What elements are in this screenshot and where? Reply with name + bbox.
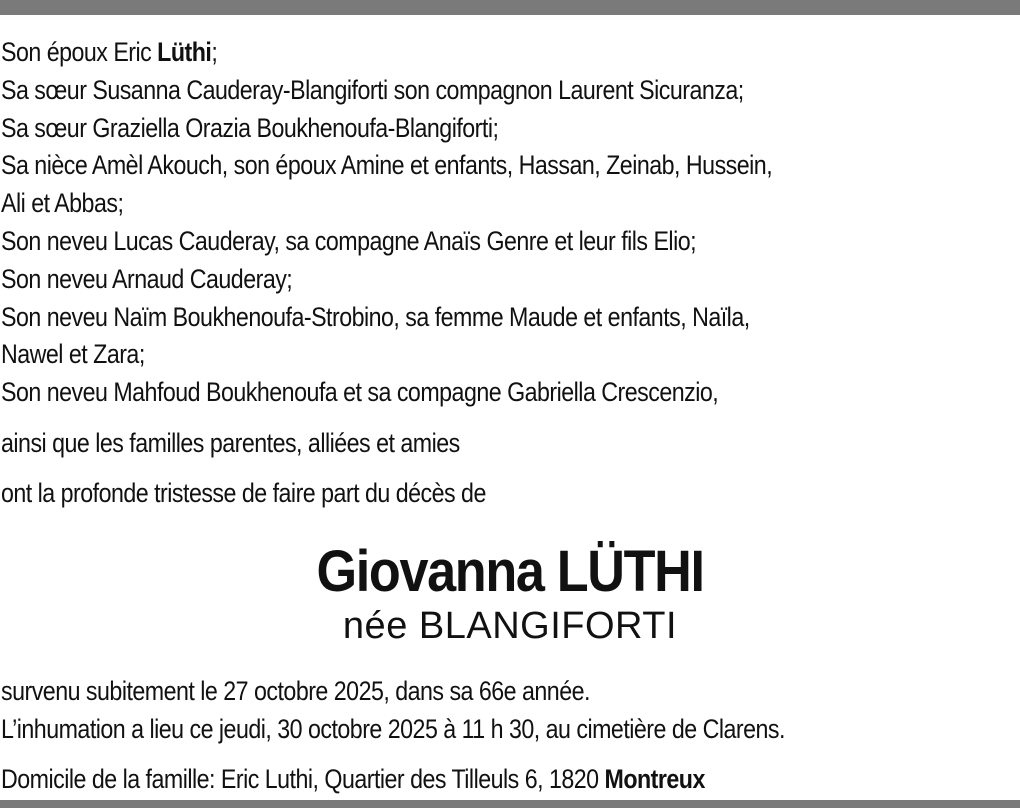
deceased-name: Giovanna LÜTHI — [316, 538, 704, 604]
family-line: Sa sœur Susanna Cauderay-Blangiforti son compagnon Laurent Sicuranza; — [1, 74, 744, 105]
deceased-block — [1, 540, 1019, 648]
family-line: Son neveu Lucas Cauderay, sa compagne Anaïs Genre et leur fils Elio; — [1, 225, 697, 256]
bottom-rule — [0, 800, 1020, 808]
death-details: survenu subitement le 27 octobre 2025, dans sa 66e année. — [1, 675, 590, 706]
family-line: Ali et Abbas; — [1, 188, 124, 219]
family-domicile: Domicile de la famille: Eric Luthi, Quartier des Tilleuls 6, 1820 Montreux — [1, 763, 705, 794]
family-line: Sa nièce Amèl Akouch, son époux Amine et enfants, Hassan, Zeinab, Hussein, — [1, 150, 773, 181]
relatives-line: ainsi que les familles parentes, alliées et amies — [1, 427, 460, 458]
family-line: Son neveu Arnaud Cauderay; — [1, 263, 293, 294]
family-line: Sa sœur Graziella Orazia Boukhenoufa-Blangiforti; — [1, 112, 499, 143]
burial-details: L’inhumation a lieu ce jeudi, 30 octobre 2025 à 11 h 30, au cimetière de Clarens. — [1, 713, 785, 744]
top-rule — [0, 0, 1020, 15]
family-line: Son époux Eric Lüthi; — [1, 37, 218, 67]
family-line: Son neveu Naïm Boukhenoufa-Strobino, sa femme Maude et enfants, Naïla, — [1, 301, 750, 332]
family-line: Son neveu Mahfoud Boukhenoufa et sa compagne Gabriella Crescenzio, — [1, 377, 719, 408]
deceased-maiden-name: née BLANGIFORTI — [342, 604, 678, 647]
obituary-notice — [1, 34, 1019, 798]
announcement-line: ont la profonde tristesse de faire part du décès de — [1, 477, 486, 508]
family-list — [1, 34, 1019, 412]
family-line: Nawel et Zara; — [1, 339, 145, 370]
